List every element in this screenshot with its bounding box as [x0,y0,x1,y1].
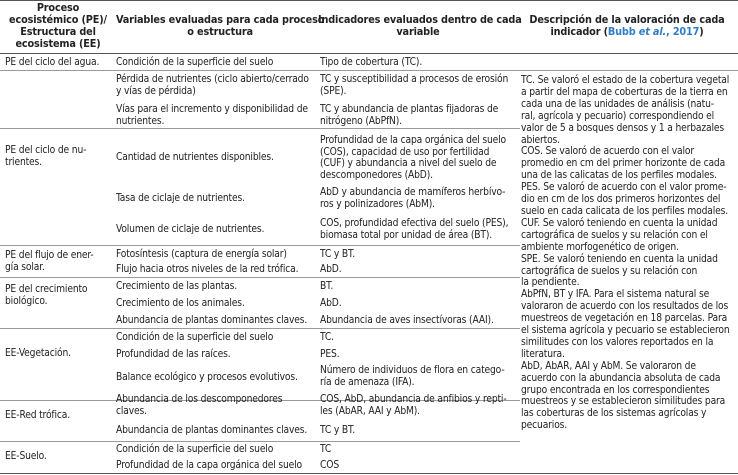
header-process [0,2,116,50]
variable-cell: Abundancia de plantas dominantes claves. [116,425,308,436]
indicator-cell: Tipo de cobertura (TC). [320,57,423,68]
indicator-cell: Número de individuos de flora en catego- ría de amenaza (IFA). [320,365,505,388]
variable-cell: Crecimiento de las plantas. [116,281,238,292]
process-cell: EE-Suelo. [5,451,47,462]
header-line: ecosistémico (PE)/ [9,13,107,26]
variable-cell: Balance ecológico y procesos evolutivos. [116,372,298,383]
table-top-rule [0,0,738,1]
header-indicators [318,13,522,38]
header-line: ecosistema (EE) [15,37,101,50]
indicator-cell: COS [320,460,339,471]
citation[interactable]: Bubb et al., 2017 [607,25,700,38]
indicator-cell: AbD. [320,298,342,309]
header-line: Descripción de la valoración de cada [529,13,725,26]
variable-cell: Vías para el incremento y disponibilidad de nutrientes. [116,104,308,127]
indicator-cell: AbD y abundancia de mamíferos herbívo- ros y polinizadores (AbM). [320,187,506,210]
variable-cell: Cantidad de nutrientes disponibles. [116,152,274,163]
indicator-cell: TC y abundancia de plantas fijadoras de nitrógeno (AbPfN). [320,104,499,127]
header-description [520,14,734,38]
process-cell: PE del ciclo del agua. [5,57,100,68]
indicator-cell: AbD. [320,264,342,275]
header-line: indicador (Bubb et al., 2017) [550,25,704,38]
process-cell: EE-Vegetación. [5,348,71,359]
variable-cell: Crecimiento de los animales. [116,298,245,309]
process-cell: PE del flujo de ener- gía solar. [5,250,94,273]
variable-cell: Condición de la superficie del suelo [116,57,274,68]
variable-cell: Condición de la superficie del suelo [116,444,274,455]
header-line: Proceso [36,1,80,14]
header-line: Indicadores evaluados dentro de cada [318,13,522,26]
variable-cell: Abundancia de los descomponedores claves. [116,394,283,417]
indicator-cell: TC y BT. [320,425,356,436]
indicator-cell: COS, profundidad efectiva del suelo (PES), biomasa total por unidad de área (BT). [320,218,509,241]
indicator-cell: PES. [320,349,340,360]
process-cell: PE del crecimiento biológico. [5,284,88,307]
variable-cell: Profundidad de la capa orgánica del suelo [116,460,303,471]
row-divider [0,245,520,246]
indicator-cell: TC y BT. [320,249,356,260]
variable-cell: Pérdida de nutrientes (ciclo abierto/cerrado y vías de pérdida) [116,74,309,97]
row-divider [0,128,520,129]
table-bottom-rule [0,473,738,474]
description-cell: TC. Se valoró el estado de la cobertura vegetal a partir del mapa de coberturas de la tierra en cada una de las unidades de análisis (natu- ral, agrícola y pecuario) correspondiendo el valor de 5 a bosques densos y 1 a herbazales abiertos. COS. Se valoró de acuerdo con el valor promedio en cm del primer horizonte de cada una de las calicatas de los perfiles modales. PES. Se valoró de acuerdo con el valor prome- dio en cm de los dos primeros horizontes del suelo en cada calicata de los perfiles modales. CUF. Se valoró teniendo en cuenta la unidad cartográfica de suelos y su relación con el ambiente morfogenético de origen. SPE. Se valoró teniendo en cuenta la unidad cartográfica de suelos y su relación con la pendiente. AbPfN, BT y IFA. Para el sistema natural se valoraron de acuerdo con los resultados de los muestreos de vegetación en 18 parcelas. Para el sistema agrícola y pecuario se establecieron similitudes con los valores reportados en la literatura. AbD, AbAR, AAI y AbM. Se valoraron de acuerdo con la abundancia absoluta de cada grupo encontrada en los correspondientes muestreos y se establecieron similitudes para las coberturas de los sistemas agrícolas y pecuarios. [521,75,730,432]
variable-cell: Abundancia de plantas dominantes claves. [116,315,308,326]
indicator-cell: Profundidad de la capa orgánica del suelo (COS), capacidad de uso por fertilidad (CUF) y abundancia a nivel del suelo de descomponedores (AbD). [320,135,507,181]
variable-cell: Flujo hacia otros niveles de la red trófica. [116,264,299,275]
header-rule [0,53,738,54]
process-cell: PE del ciclo de nu- trientes. [5,145,87,168]
row-divider [0,328,520,329]
header-variables [116,14,324,38]
header-line: o estructura [187,25,253,38]
indicator-cell: BT. [320,281,334,292]
variable-cell: Condición de la superficie del suelo [116,332,274,343]
indicator-cell: COS, AbD, abundancia de anfibios y repti- les (AbAR, AAI y AbM). [320,394,507,417]
variable-cell: Profundidad de las raíces. [116,349,231,360]
process-cell: EE-Red trófica. [5,410,70,421]
header-line: Variables evaluadas para cada proceso [116,13,325,26]
indicator-cell: TC [320,444,332,455]
variable-cell: Tasa de ciclaje de nutrientes. [116,193,245,204]
indicator-cell: TC. [320,332,334,343]
indicator-cell: TC y susceptibilidad a procesos de erosión (SPE). [320,74,509,97]
indicator-cell: Abundancia de aves insectívoras (AAI). [320,315,494,326]
row-divider [0,277,520,278]
header-line: Estructura del [20,25,96,38]
row-divider [0,70,738,71]
header-line: variable [396,25,440,38]
variable-cell: Volumen de ciclaje de nutrientes. [116,224,265,235]
row-divider [0,441,520,442]
variable-cell: Fotosíntesis (captura de energía solar) [116,249,287,260]
